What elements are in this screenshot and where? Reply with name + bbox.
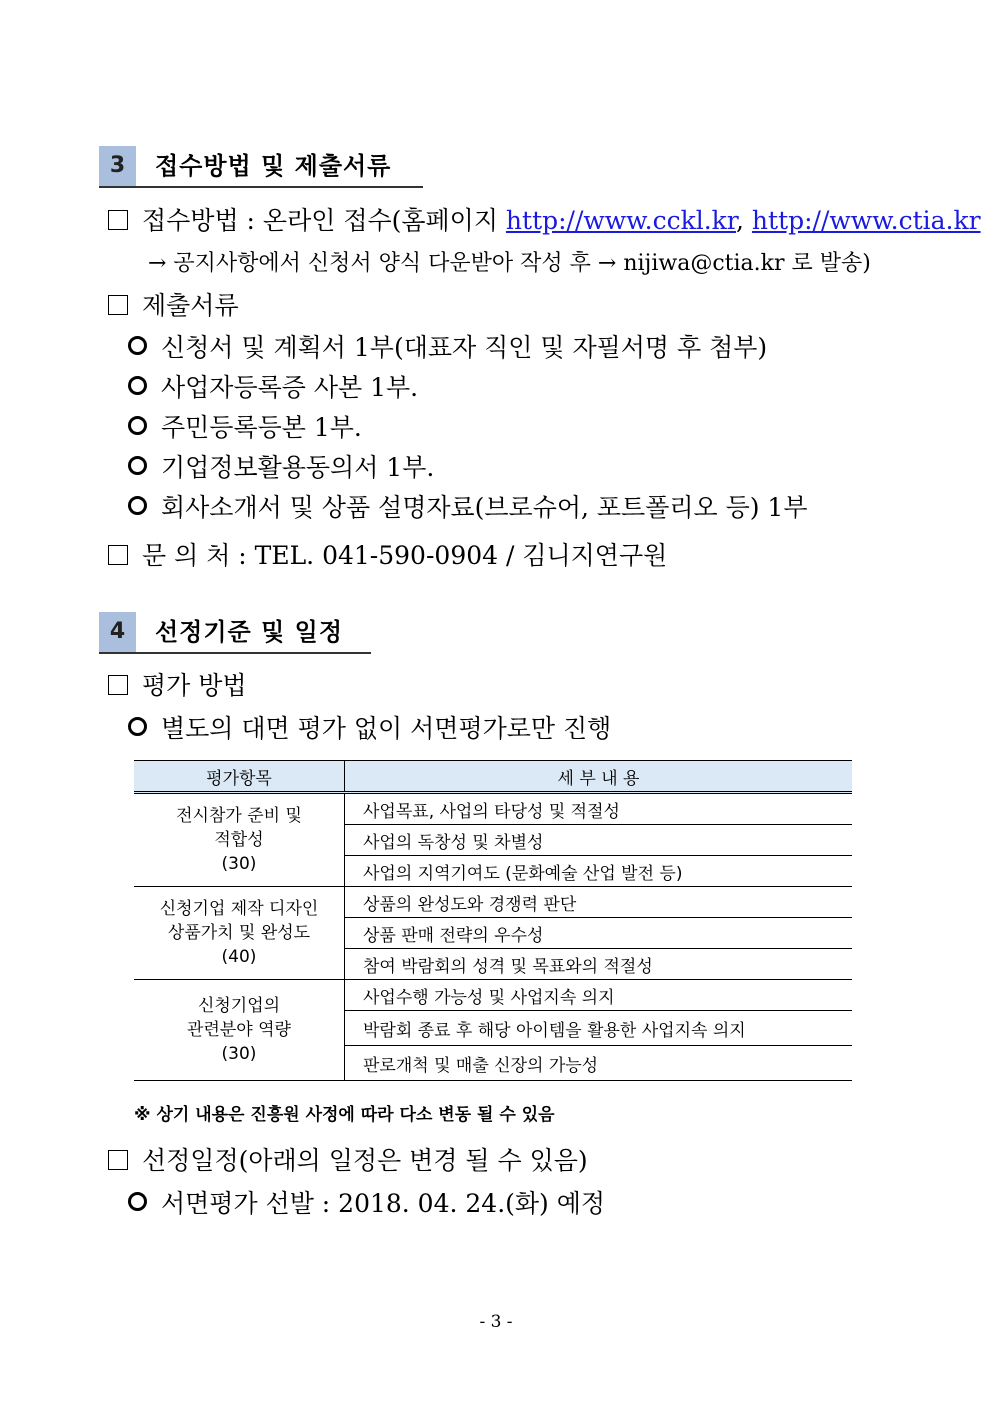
category-score: (40) <box>221 947 257 967</box>
schedule-heading <box>108 1145 588 1177</box>
eval-heading <box>108 670 247 702</box>
page-number: - 3 - <box>479 1312 513 1332</box>
eval-label: 평가 방법 <box>142 671 247 700</box>
eval-desc: 별도의 대면 평가 없이 서면평가로만 진행 <box>161 714 612 743</box>
category-line: 신청기업 제작 디자인 <box>159 899 319 919</box>
eval-desc-line <box>128 713 611 745</box>
category-score: (30) <box>221 1044 257 1064</box>
table-row <box>134 793 852 825</box>
doc-item <box>128 452 434 484</box>
table-note: ※ 상기 내용은 진흥원 사정에 따라 다소 변동 될 수 있음 <box>134 1105 555 1125</box>
circle-bullet-icon <box>128 376 147 395</box>
category-score: (30) <box>221 854 257 874</box>
detail-cell: 사업수행 가능성 및 사업지속 의지 <box>345 980 853 1011</box>
circle-bullet-icon <box>128 496 147 515</box>
detail-cell: 사업목표, 사업의 타당성 및 적절성 <box>345 793 853 825</box>
checkbox-square-icon <box>108 295 128 315</box>
checkbox-square-icon <box>108 210 128 230</box>
section-3-underline <box>99 186 423 188</box>
checkbox-square-icon <box>108 675 128 695</box>
category-line: 신청기업의 <box>197 996 281 1016</box>
section-4-underline <box>99 652 371 654</box>
header-details: 세 부 내 용 <box>345 761 853 793</box>
doc-item <box>128 412 362 444</box>
doc-item <box>128 492 808 524</box>
category-cell <box>134 793 345 887</box>
section-4-number: 4 <box>99 612 136 652</box>
table-row <box>134 980 852 1011</box>
doc-item <box>128 332 767 364</box>
doc-item-text: 사업자등록증 사본 1부. <box>161 373 419 402</box>
circle-bullet-icon <box>128 456 147 475</box>
circle-bullet-icon <box>128 1192 147 1211</box>
schedule-item-line <box>128 1188 605 1220</box>
ctia-link[interactable]: http://www.ctia.kr <box>751 206 981 235</box>
category-line: 상품가치 및 완성도 <box>167 923 311 943</box>
section-4-title: 선정기준 및 일정 <box>155 618 343 646</box>
evaluation-table <box>134 760 852 1081</box>
section-3-header <box>99 146 423 186</box>
detail-cell: 상품 판매 전략의 우수성 <box>345 918 853 949</box>
category-line: 적합성 <box>214 830 264 850</box>
section-3-number: 3 <box>99 146 136 186</box>
category-cell <box>134 887 345 980</box>
doc-item-text: 기업정보활용동의서 1부. <box>161 453 435 482</box>
detail-cell: 사업의 독창성 및 차별성 <box>345 825 853 856</box>
method-line <box>108 205 981 237</box>
schedule-item: 서면평가 선발 : 2018. 04. 24.(화) 예정 <box>161 1189 606 1218</box>
circle-bullet-icon <box>128 416 147 435</box>
cckl-link[interactable]: http://www.cckl.kr <box>505 206 737 235</box>
circle-bullet-icon <box>128 336 147 355</box>
method-label: 접수방법 : 온라인 접수(홈페이지 <box>142 206 506 235</box>
detail-cell: 참여 박람회의 성격 및 목표와의 적절성 <box>345 949 853 980</box>
checkbox-square-icon <box>108 545 128 565</box>
detail-cell: 박람회 종료 후 해당 아이템을 활용한 사업지속 의지 <box>345 1011 853 1046</box>
doc-item-text: 신청서 및 계획서 1부(대표자 직인 및 자필서명 후 첨부) <box>161 333 768 362</box>
checkbox-square-icon <box>108 1150 128 1170</box>
table-header-row <box>134 761 852 793</box>
detail-cell: 사업의 지역기여도 (문화예술 산업 발전 등) <box>345 856 853 887</box>
docs-heading <box>108 290 239 322</box>
category-cell <box>134 980 345 1081</box>
category-line: 전시참가 준비 및 <box>176 806 302 826</box>
method-sub-line: → 공지사항에서 신청서 양식 다운받아 작성 후 → nijiwa@ctia.kr 로 발송) <box>148 251 871 276</box>
link-separator: , <box>736 206 752 235</box>
doc-item-text: 회사소개서 및 상품 설명자료(브로슈어, 포트폴리오 등) 1부 <box>161 493 808 522</box>
doc-item <box>128 372 418 404</box>
detail-cell: 판로개척 및 매출 신장의 가능성 <box>345 1046 853 1081</box>
schedule-label: 선정일정(아래의 일정은 변경 될 수 있음) <box>142 1146 588 1175</box>
section-3-title: 접수방법 및 제출서류 <box>155 152 392 180</box>
docs-label: 제출서류 <box>142 291 239 320</box>
table-row <box>134 887 852 918</box>
section-4-header <box>99 612 371 652</box>
header-category: 평가항목 <box>134 761 345 793</box>
contact-line <box>108 540 667 572</box>
circle-bullet-icon <box>128 717 147 736</box>
detail-cell: 상품의 완성도와 경쟁력 판단 <box>345 887 853 918</box>
contact-text: 문 의 처 : TEL. 041-590-0904 / 김니지연구원 <box>142 541 668 570</box>
doc-item-text: 주민등록등본 1부. <box>161 413 362 442</box>
category-line: 관련분야 역량 <box>187 1020 291 1040</box>
